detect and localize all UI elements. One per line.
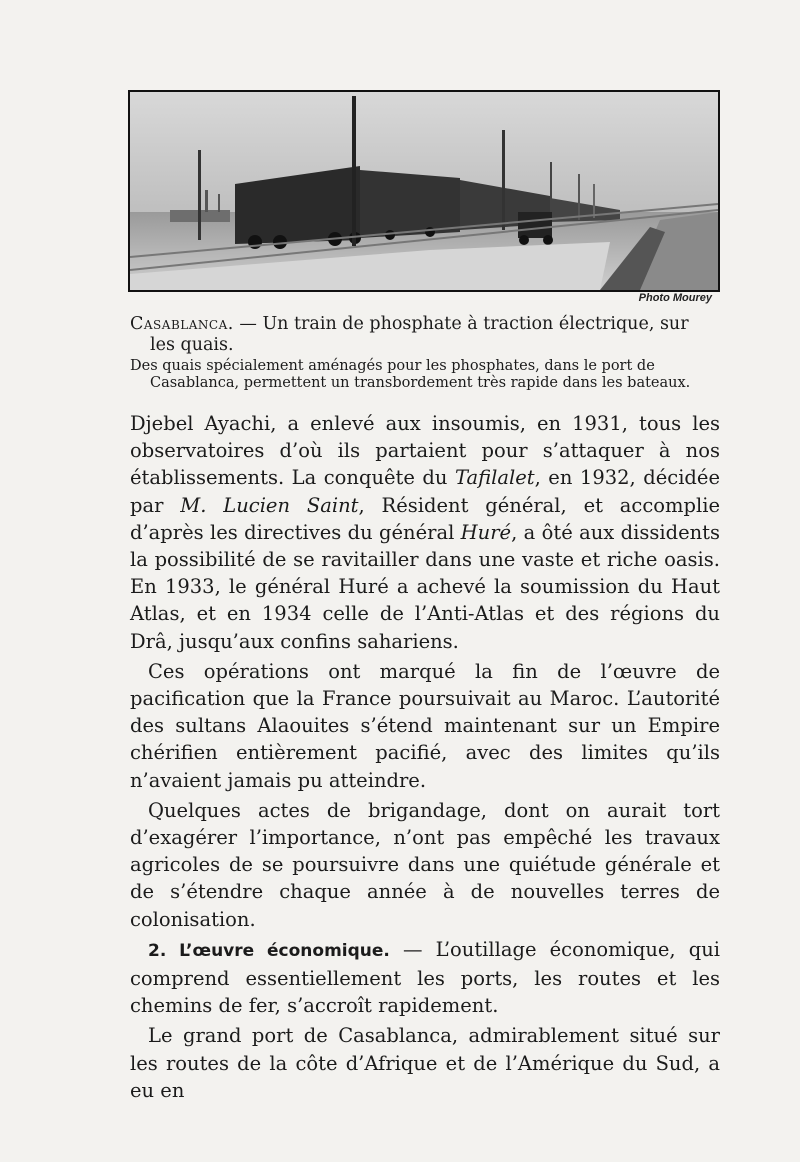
subcaption-line-2: Casablanca, permettent un transbordement très rapide dans les bateaux. xyxy=(150,375,691,391)
p1-text-c: , Résident général, et accomplie d’après les directives du général xyxy=(130,493,720,544)
photo-subcaption xyxy=(130,358,722,392)
paragraph-5: Le grand port de Casablanca, admirablement situé sur les routes de la côte d’Afrique et de l’Amérique du Sud, a eu en xyxy=(130,1024,720,1102)
subcaption-line-1: Des quais spécialement aménagés pour les phosphates, dans le port de xyxy=(130,358,655,374)
body-text xyxy=(130,410,720,1104)
photo-credit: Photo Mourey xyxy=(638,292,712,304)
p4-text: — L’outillage économique, qui comprend essentiellement les ports, les routes et les chemins de fer, s’accroît rapidement. xyxy=(130,937,721,1018)
p1-hure: Huré xyxy=(460,520,512,544)
caption-title: — Un train de phosphate à traction électrique, sur xyxy=(233,314,689,334)
paragraph-2: Ces opérations ont marqué la fin de l’œuvre de pacification que la France poursuivait au Maroc. L’autorité des sultans Alaouites s’étend maintenant sur un Empire chérifien entièrement pacifié, avec des limites qu’ils n’avaient jamais pu atteindre. xyxy=(130,659,720,792)
photo-illustration xyxy=(130,92,718,290)
photo-caption xyxy=(130,314,722,356)
p1-lucien-saint: M. Lucien Saint xyxy=(180,493,359,517)
paragraph-3: Quelques actes de brigandage, dont on aurait tort d’exagérer l’importance, n’ont pas empêché les travaux agricoles de se poursuivre dans une quiétude générale et de s’étendre chaque année à de nouvelles terres de colonisation. xyxy=(130,798,720,931)
caption-place: Casablanca. xyxy=(130,314,234,334)
p1-text-b: , en 1932, décidée par xyxy=(130,466,720,517)
section-heading: 2. L’œuvre économique. xyxy=(148,940,390,961)
caption-title-continued: les quais. xyxy=(150,335,234,355)
p1-tafilalet: Tafilalet xyxy=(454,466,535,490)
p1-text-a: Djebel Ayachi, a enlevé aux insoumis, en 1931, tous les observatoires d’où ils partaient pour s’attaquer à nos établissements. La conquête du xyxy=(130,412,720,490)
p1-text-d: , a ôté aux dissidents la possibilité de se ravitailler dans une vaste et riche oasis. En 1933, le général Huré a achevé la soumission du Haut Atlas, et en 1934 celle de l’Anti-Atlas et des régions du Drâ, jusqu’aux confins sahariens. xyxy=(130,520,721,653)
phosphate-train-photo xyxy=(128,90,720,292)
paragraph-1 xyxy=(130,410,720,655)
paragraph-4 xyxy=(130,936,720,1020)
